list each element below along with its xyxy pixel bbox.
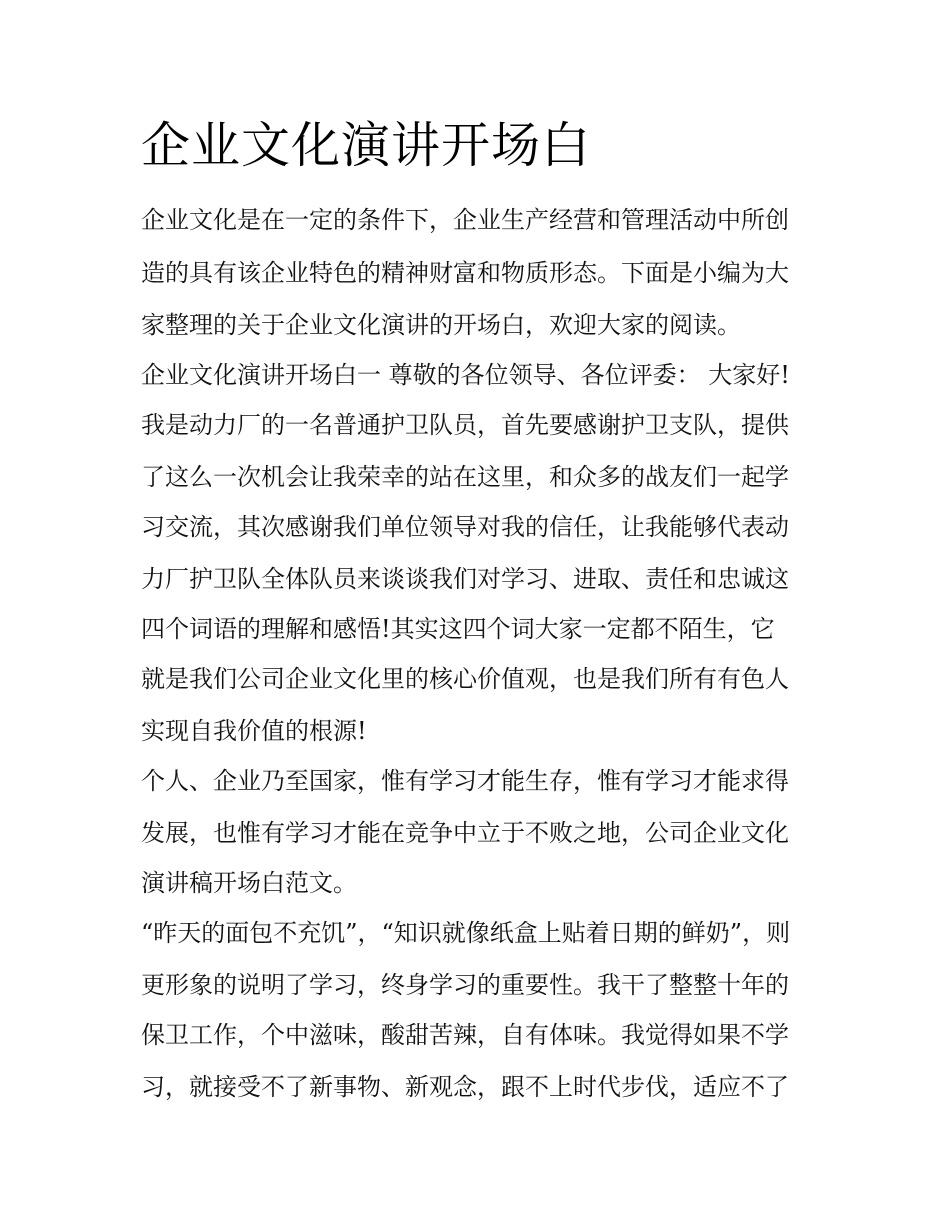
body-line: 造的具有该企业特色的精神财富和物质形态。下面是小编为大	[141, 259, 789, 287]
body-line: 四个词语的理解和感悟!其实这四个词大家一定都不陌生，它	[141, 615, 775, 643]
body-line: 习交流，其次感谢我们单位领导对我的信任，让我能够代表动	[141, 513, 789, 541]
body-line: 更形象的说明了学习，终身学习的重要性。我干了整整十年的	[141, 971, 789, 999]
body-line: 家整理的关于企业文化演讲的开场白，欢迎大家的阅读。	[141, 311, 741, 339]
document-title: 企业文化演讲开场白	[141, 117, 592, 174]
body-line: 发展，也惟有学习才能在竞争中立于不败之地，公司企业文化	[141, 819, 789, 847]
body-line: 演讲稿开场白范文。	[141, 869, 357, 897]
body-line: 就是我们公司企业文化里的核心价值观，也是我们所有有色人	[141, 665, 789, 693]
body-line: 个人、企业乃至国家，惟有学习才能生存，惟有学习才能求得	[141, 767, 789, 795]
body-line: 企业文化演讲开场白一 尊敬的各位领导、各位评委： 大家好!	[141, 361, 790, 389]
body-line: 实现自我价值的根源!	[141, 717, 367, 745]
body-line: 了这么一次机会让我荣幸的站在这里，和众多的战友们一起学	[141, 463, 789, 491]
body-line: 企业文化是在一定的条件下，企业生产经营和管理活动中所创	[141, 206, 789, 234]
body-line: 我是动力厂的一名普通护卫队员，首先要感谢护卫支队，提供	[141, 411, 789, 439]
body-line: “昨天的面包不充饥”，“知识就像纸盒上贴着日期的鲜奶”，则	[141, 919, 791, 947]
body-line: 习，就接受不了新事物、新观念，跟不上时代步伐，适应不了	[141, 1073, 789, 1101]
body-line: 力厂护卫队全体队员来谈谈我们对学习、进取、责任和忠诚这	[141, 565, 789, 593]
body-line: 保卫工作，个中滋味，酸甜苦辣，自有体味。我觉得如果不学	[141, 1021, 789, 1049]
